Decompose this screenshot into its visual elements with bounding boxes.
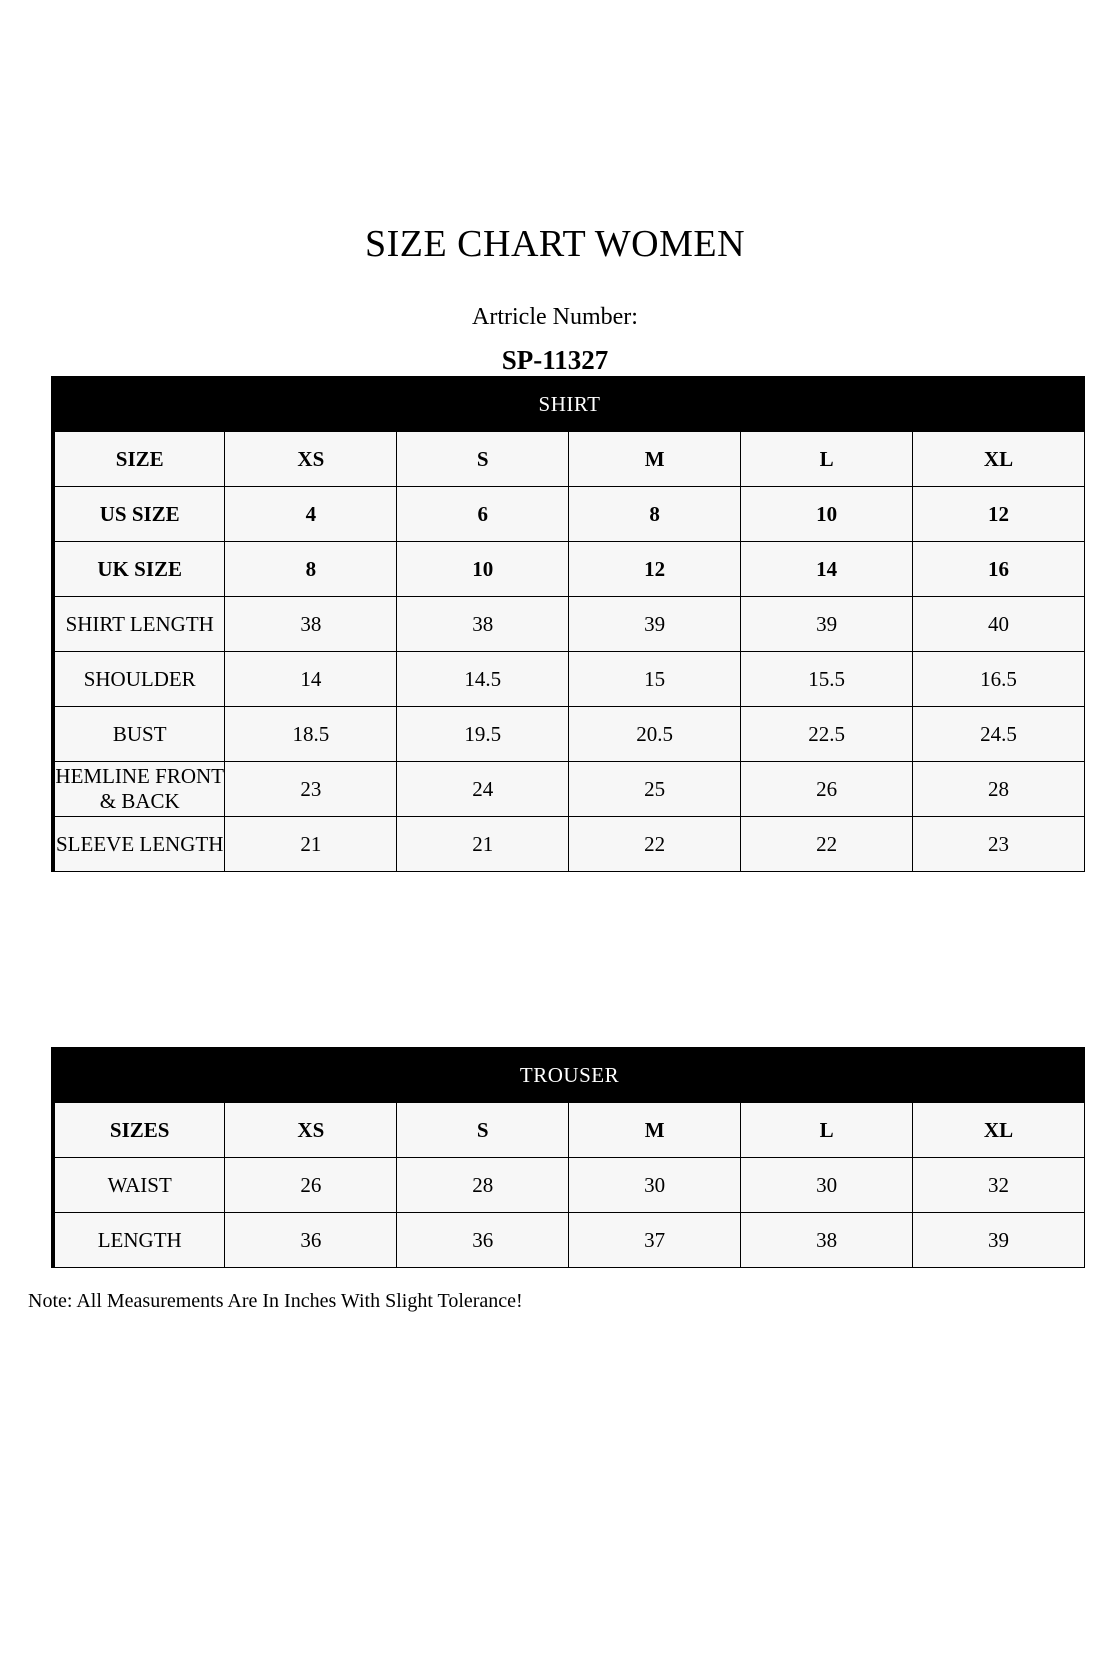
table-cell: 4	[225, 487, 397, 542]
table-cell: 19.5	[397, 707, 569, 762]
table-header-row	[53, 1048, 1085, 1103]
table-cell: 23	[913, 817, 1085, 872]
page-title: SIZE CHART WOMEN	[364, 223, 746, 265]
table-cell: 30	[741, 1158, 913, 1213]
trouser-size-table	[51, 1047, 1085, 1268]
table-cell: 16.5	[913, 652, 1085, 707]
table-cell: XL	[913, 1103, 1085, 1158]
table-cell: 14	[225, 652, 397, 707]
table-cell: M	[569, 432, 741, 487]
table-cell: 23	[225, 762, 397, 817]
table-cell: L	[741, 1103, 913, 1158]
measurement-note: Note: All Measurements Are In Inches With Slight Tolerance!	[28, 1290, 523, 1312]
row-label: SIZE	[53, 432, 225, 487]
table-cell: 28	[397, 1158, 569, 1213]
table-cell: 10	[397, 542, 569, 597]
table-row	[53, 487, 1085, 542]
row-label: UK SIZE	[53, 542, 225, 597]
article-number-label: Artricle Number:	[472, 304, 638, 330]
table-cell: 25	[569, 762, 741, 817]
table-cell: XL	[913, 432, 1085, 487]
table-cell: 14	[741, 542, 913, 597]
table-cell: 12	[913, 487, 1085, 542]
table-cell: 26	[225, 1158, 397, 1213]
article-number-value: SP-11327	[501, 345, 609, 375]
table-cell: 16	[913, 542, 1085, 597]
table-cell: 26	[741, 762, 913, 817]
table-row	[53, 1213, 1085, 1268]
row-label: SIZES	[53, 1103, 225, 1158]
row-label: WAIST	[53, 1158, 225, 1213]
table-row	[53, 707, 1085, 762]
table-cell: 22	[569, 817, 741, 872]
shirt-table-wrapper	[25, 376, 1085, 872]
row-label: SHOULDER	[53, 652, 225, 707]
row-label: US SIZE	[53, 487, 225, 542]
trouser-table-wrapper	[25, 1047, 1085, 1268]
table-header-row	[53, 377, 1085, 432]
table-cell: XS	[225, 1103, 397, 1158]
table-cell: 18.5	[225, 707, 397, 762]
table-cell: L	[741, 432, 913, 487]
table-cell: 36	[397, 1213, 569, 1268]
table-cell: 21	[397, 817, 569, 872]
table-cell: 22.5	[741, 707, 913, 762]
table-cell: 8	[569, 487, 741, 542]
table-cell: 12	[569, 542, 741, 597]
table-cell: 32	[913, 1158, 1085, 1213]
table-cell: 24.5	[913, 707, 1085, 762]
table-cell: M	[569, 1103, 741, 1158]
table-cell: 20.5	[569, 707, 741, 762]
table-cell: S	[397, 1103, 569, 1158]
table-row	[53, 652, 1085, 707]
table-cell: 37	[569, 1213, 741, 1268]
table-cell: 38	[397, 597, 569, 652]
table-cell: 39	[569, 597, 741, 652]
table-cell: 36	[225, 1213, 397, 1268]
table-cell: 24	[397, 762, 569, 817]
table-cell: 15	[569, 652, 741, 707]
table-row	[53, 817, 1085, 872]
table-row	[53, 432, 1085, 487]
table-row	[53, 542, 1085, 597]
table-cell: 39	[741, 597, 913, 652]
table-row	[53, 762, 1085, 817]
table-row	[53, 597, 1085, 652]
row-label: SLEEVE LENGTH	[53, 817, 225, 872]
row-label: SHIRT LENGTH	[53, 597, 225, 652]
row-label: BUST	[53, 707, 225, 762]
table-cell: 15.5	[741, 652, 913, 707]
table-cell: XS	[225, 432, 397, 487]
table-cell: 40	[913, 597, 1085, 652]
table-cell: 39	[913, 1213, 1085, 1268]
table-cell: 22	[741, 817, 913, 872]
table-cell: 6	[397, 487, 569, 542]
row-label: HEMLINE FRONT & BACK	[53, 762, 225, 817]
trouser-table-heading: TROUSER	[53, 1048, 1085, 1103]
table-cell: S	[397, 432, 569, 487]
section-spacer	[0, 872, 1110, 1047]
table-cell: 8	[225, 542, 397, 597]
table-cell: 10	[741, 487, 913, 542]
table-row	[53, 1158, 1085, 1213]
row-label: LENGTH	[53, 1213, 225, 1268]
shirt-size-table	[51, 376, 1085, 872]
table-cell: 14.5	[397, 652, 569, 707]
table-cell: 38	[225, 597, 397, 652]
table-cell: 38	[741, 1213, 913, 1268]
table-cell: 30	[569, 1158, 741, 1213]
table-row	[53, 1103, 1085, 1158]
table-cell: 28	[913, 762, 1085, 817]
table-cell: 21	[225, 817, 397, 872]
shirt-table-heading: SHIRT	[53, 377, 1085, 432]
